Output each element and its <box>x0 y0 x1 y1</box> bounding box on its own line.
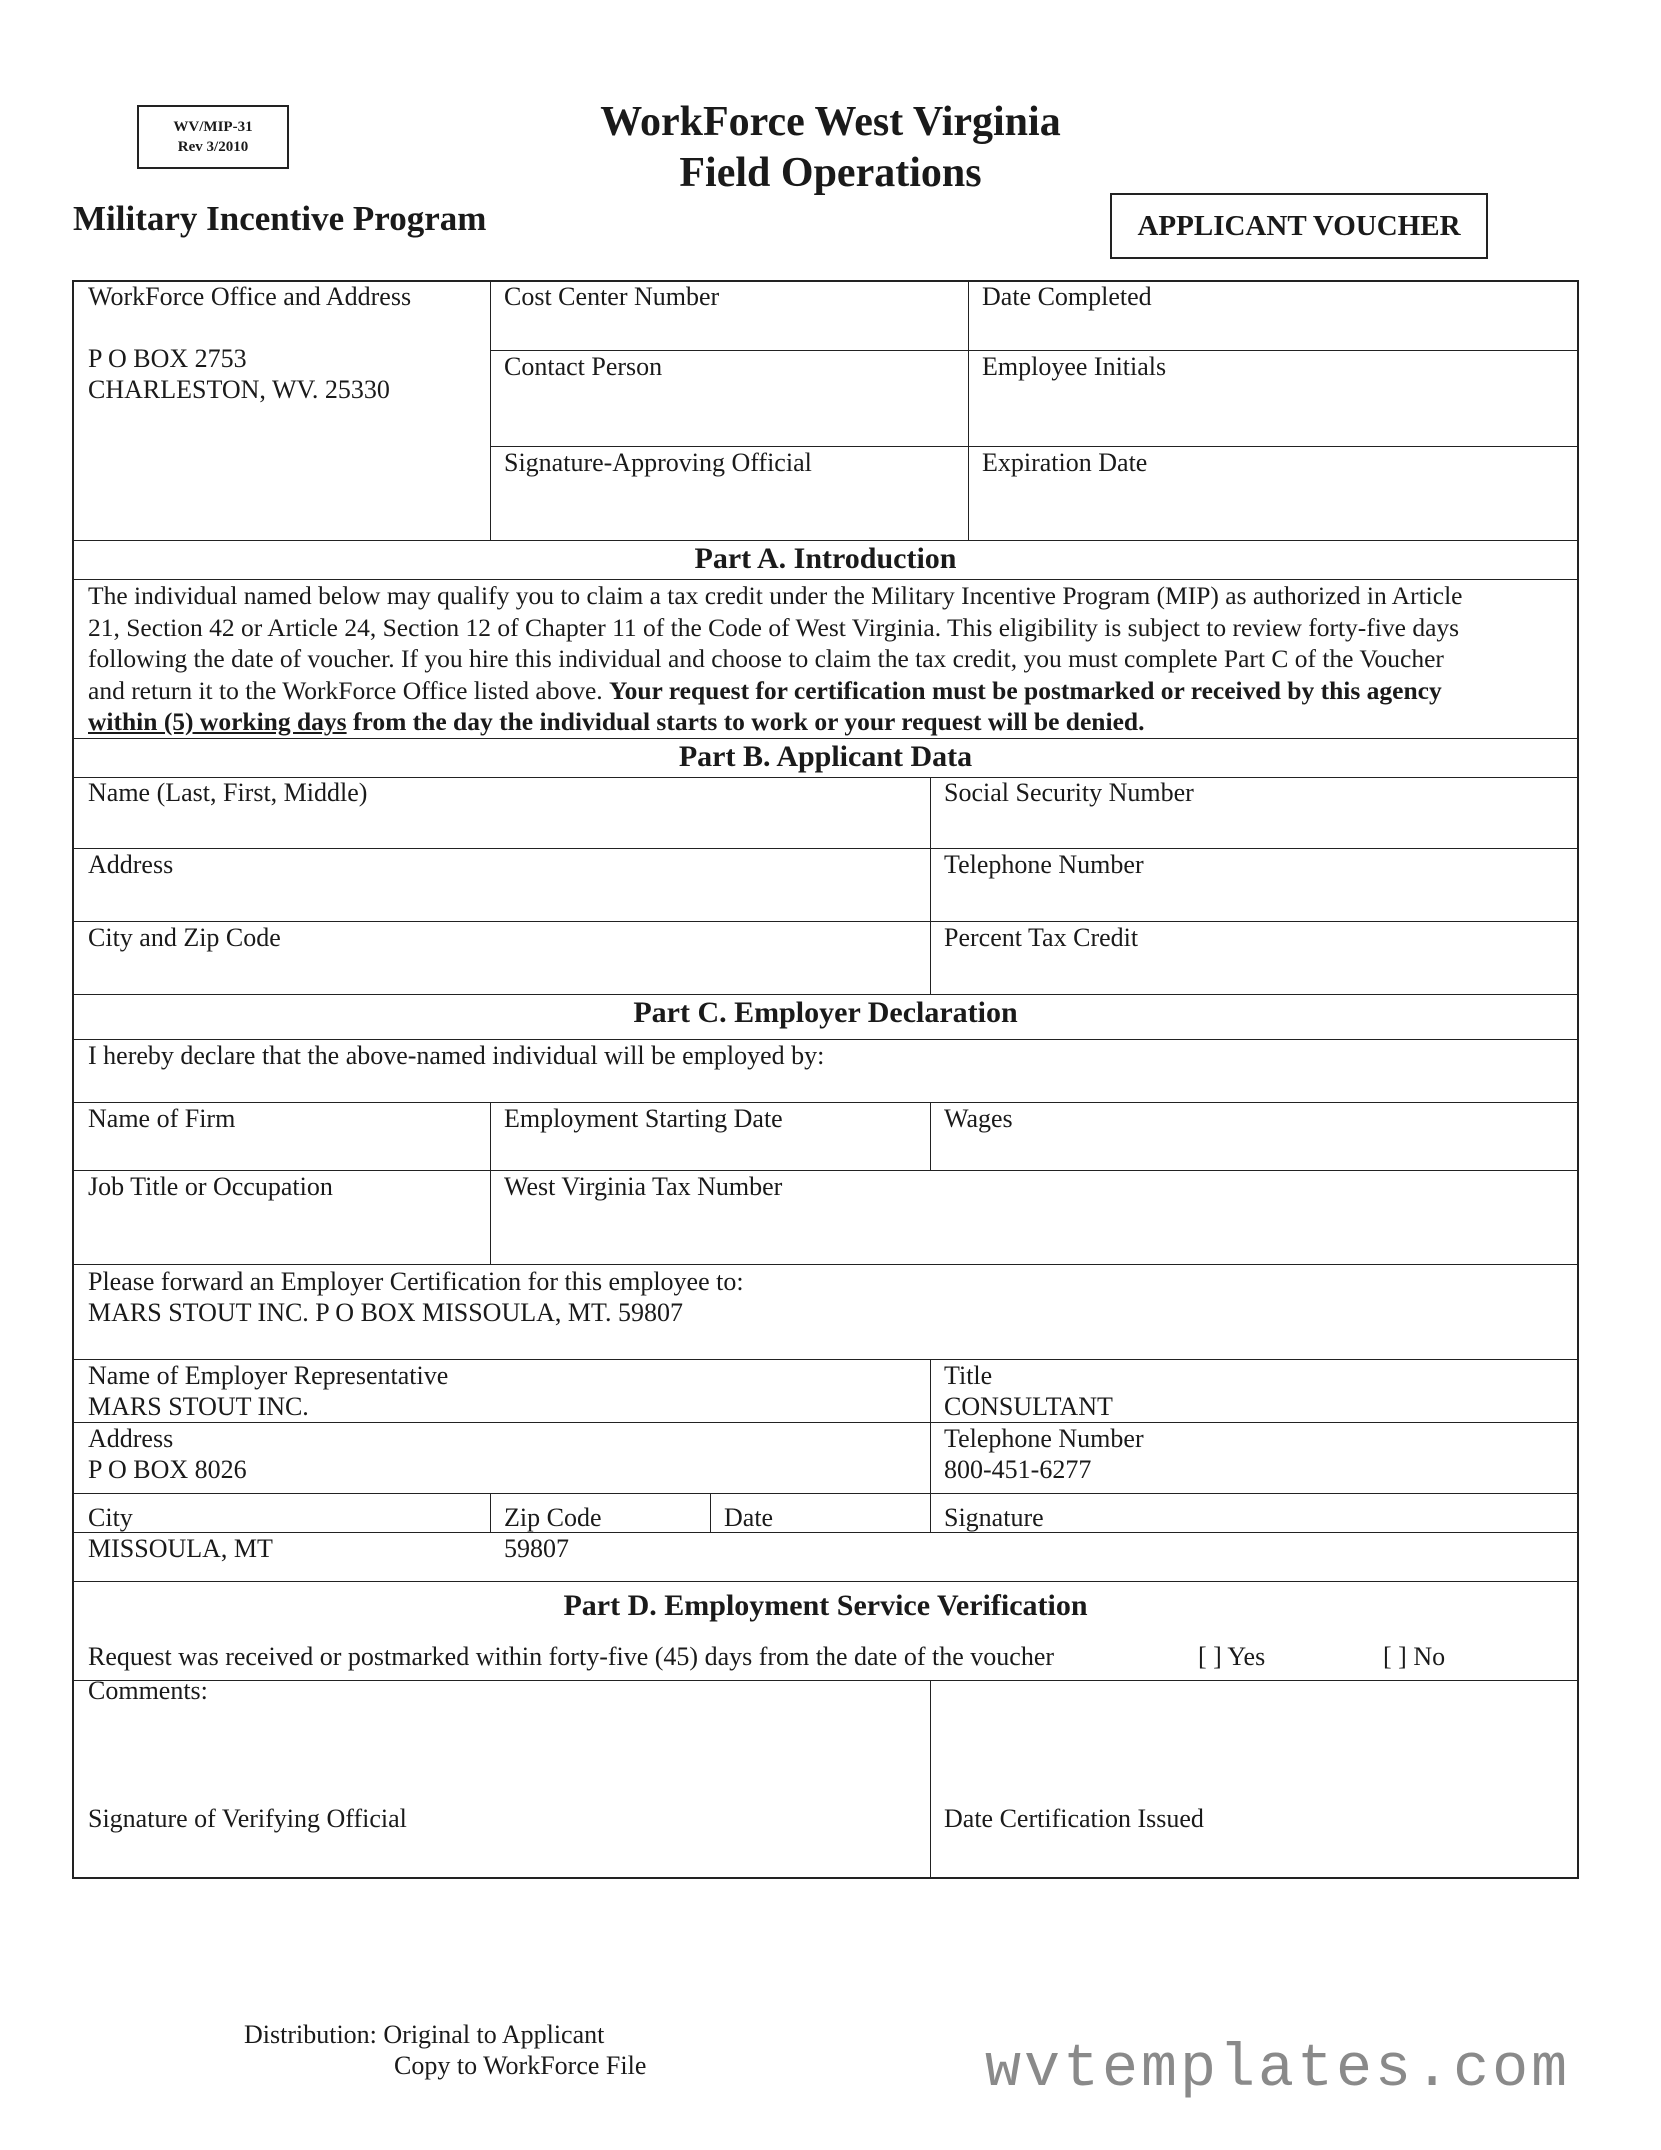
divider <box>72 1532 1579 1533</box>
voucher-label: APPLICANT VOUCHER <box>1110 193 1488 259</box>
rep-label: Name of Employer Representative <box>88 1361 449 1390</box>
distribution-line1: Distribution: Original to Applicant <box>244 2020 605 2049</box>
divider <box>490 280 491 540</box>
page-title: WorkForce West Virginia <box>600 99 1061 145</box>
form-box <box>72 280 1579 1879</box>
divider <box>490 1493 491 1532</box>
part-a-line: 21, Section 42 or Article 24, Section 12 of Chapter 11 of the Code of West Virginia. This eligibility is subject to review forty-five days <box>88 612 1460 642</box>
approving-signature-field[interactable]: Signature-Approving Official <box>504 448 812 477</box>
part-b-heading: Part B. Applicant Data <box>678 740 973 773</box>
divider <box>930 1493 931 1532</box>
divider <box>490 1102 491 1264</box>
office-address-line1: P O BOX 2753 <box>88 344 247 373</box>
forward-address: MARS STOUT INC. P O BOX MISSOULA, MT. 59807 <box>88 1298 683 1327</box>
part-a-underlined: within (5) working days <box>88 707 347 736</box>
part-a-bold: from the day the individual starts to work or your request will be denied. <box>346 707 1145 736</box>
request-text: Request was received or postmarked within forty-five (45) days from the date of the voucher <box>88 1642 1055 1671</box>
signature-field[interactable]: Signature <box>944 1503 1044 1532</box>
part-a-line <box>88 675 1568 707</box>
form-revision: Rev 3/2010 <box>177 139 249 155</box>
applicant-name-field[interactable]: Name (Last, First, Middle) <box>88 778 368 807</box>
divider <box>72 1264 1579 1265</box>
expiration-date-field[interactable]: Expiration Date <box>982 448 1148 477</box>
part-a-text <box>88 580 1568 738</box>
divider <box>72 848 1579 849</box>
date-field[interactable]: Date <box>724 1503 774 1532</box>
part-a-line <box>88 706 1568 738</box>
divider <box>72 1581 1579 1582</box>
divider <box>72 921 1579 922</box>
page-subtitle: Field Operations <box>679 150 982 196</box>
office-label: WorkForce Office and Address <box>88 282 412 311</box>
wv-tax-number-field[interactable]: West Virginia Tax Number <box>504 1172 783 1201</box>
declaration-text: I hereby declare that the above-named individual will be employed by: <box>88 1041 825 1070</box>
part-c-heading: Part C. Employer Declaration <box>633 996 1018 1029</box>
applicant-address-field[interactable]: Address <box>88 850 174 879</box>
start-date-field[interactable]: Employment Starting Date <box>504 1104 783 1133</box>
divider <box>968 280 969 540</box>
wages-field[interactable]: Wages <box>944 1104 1013 1133</box>
no-checkbox[interactable]: [ ] No <box>1383 1642 1446 1671</box>
city-label: City <box>88 1503 133 1532</box>
date-completed-field[interactable]: Date Completed <box>982 282 1152 311</box>
distribution-line2: Copy to WorkForce File <box>394 2051 647 2080</box>
zip-value[interactable]: 59807 <box>504 1534 569 1563</box>
yes-checkbox[interactable]: [ ] Yes <box>1198 1642 1266 1671</box>
divider <box>710 1493 711 1532</box>
part-a-plain: and return it to the WorkForce Office listed above. <box>88 675 610 705</box>
program-name: Military Incentive Program <box>73 199 487 238</box>
phone-label: Telephone Number <box>944 1424 1144 1453</box>
job-title-field[interactable]: Job Title or Occupation <box>88 1172 333 1201</box>
title-value[interactable]: CONSULTANT <box>944 1392 1113 1421</box>
comments-field[interactable]: Comments: <box>88 1676 208 1705</box>
applicant-phone-field[interactable]: Telephone Number <box>944 850 1144 879</box>
phone-value[interactable]: 800-451-6277 <box>944 1455 1092 1484</box>
divider <box>930 1680 931 1879</box>
part-a-line: following the date of voucher. If you hire this individual and choose to claim the tax credit, you must complete Part C of the Voucher <box>88 644 1444 673</box>
divider <box>72 1493 1579 1494</box>
address-value[interactable]: P O BOX 8026 <box>88 1455 247 1484</box>
employee-initials-field[interactable]: Employee Initials <box>982 352 1167 381</box>
date-issued-field[interactable]: Date Certification Issued <box>944 1804 1204 1833</box>
cost-center-field[interactable]: Cost Center Number <box>504 282 720 311</box>
address-label: Address <box>88 1424 174 1453</box>
city-zip-field[interactable]: City and Zip Code <box>88 923 281 952</box>
divider <box>930 777 931 994</box>
percent-credit-field[interactable]: Percent Tax Credit <box>944 923 1139 952</box>
verifying-signature-field[interactable]: Signature of Verifying Official <box>88 1804 407 1833</box>
office-address-line2: CHARLESTON, WV. 25330 <box>88 375 390 404</box>
divider <box>72 1422 1579 1423</box>
firm-name-field[interactable]: Name of Firm <box>88 1104 236 1133</box>
divider <box>930 1359 931 1493</box>
title-label: Title <box>944 1361 993 1390</box>
divider <box>930 1102 931 1170</box>
zip-label: Zip Code <box>504 1503 602 1532</box>
forward-label: Please forward an Employer Certification for this employee to: <box>88 1267 744 1296</box>
part-d-heading: Part D. Employment Service Verification <box>563 1589 1088 1622</box>
divider <box>72 1680 1579 1681</box>
part-a-heading: Part A. Introduction <box>694 542 957 575</box>
part-a-line: The individual named below may qualify you to claim a tax credit under the Military Incentive Program (MIP) as authorized in Article <box>88 581 1463 610</box>
form-code: WV/MIP-31 <box>173 119 253 135</box>
rep-value[interactable]: MARS STOUT INC. <box>88 1392 309 1421</box>
contact-person-field[interactable]: Contact Person <box>504 352 663 381</box>
divider <box>72 1102 1579 1103</box>
watermark: wvtemplates.com <box>985 2036 1571 2104</box>
part-a-bold: Your request for certification must be postmarked or received by this agency <box>609 675 1442 705</box>
city-value[interactable]: MISSOULA, MT <box>88 1534 273 1563</box>
ssn-field[interactable]: Social Security Number <box>944 778 1194 807</box>
